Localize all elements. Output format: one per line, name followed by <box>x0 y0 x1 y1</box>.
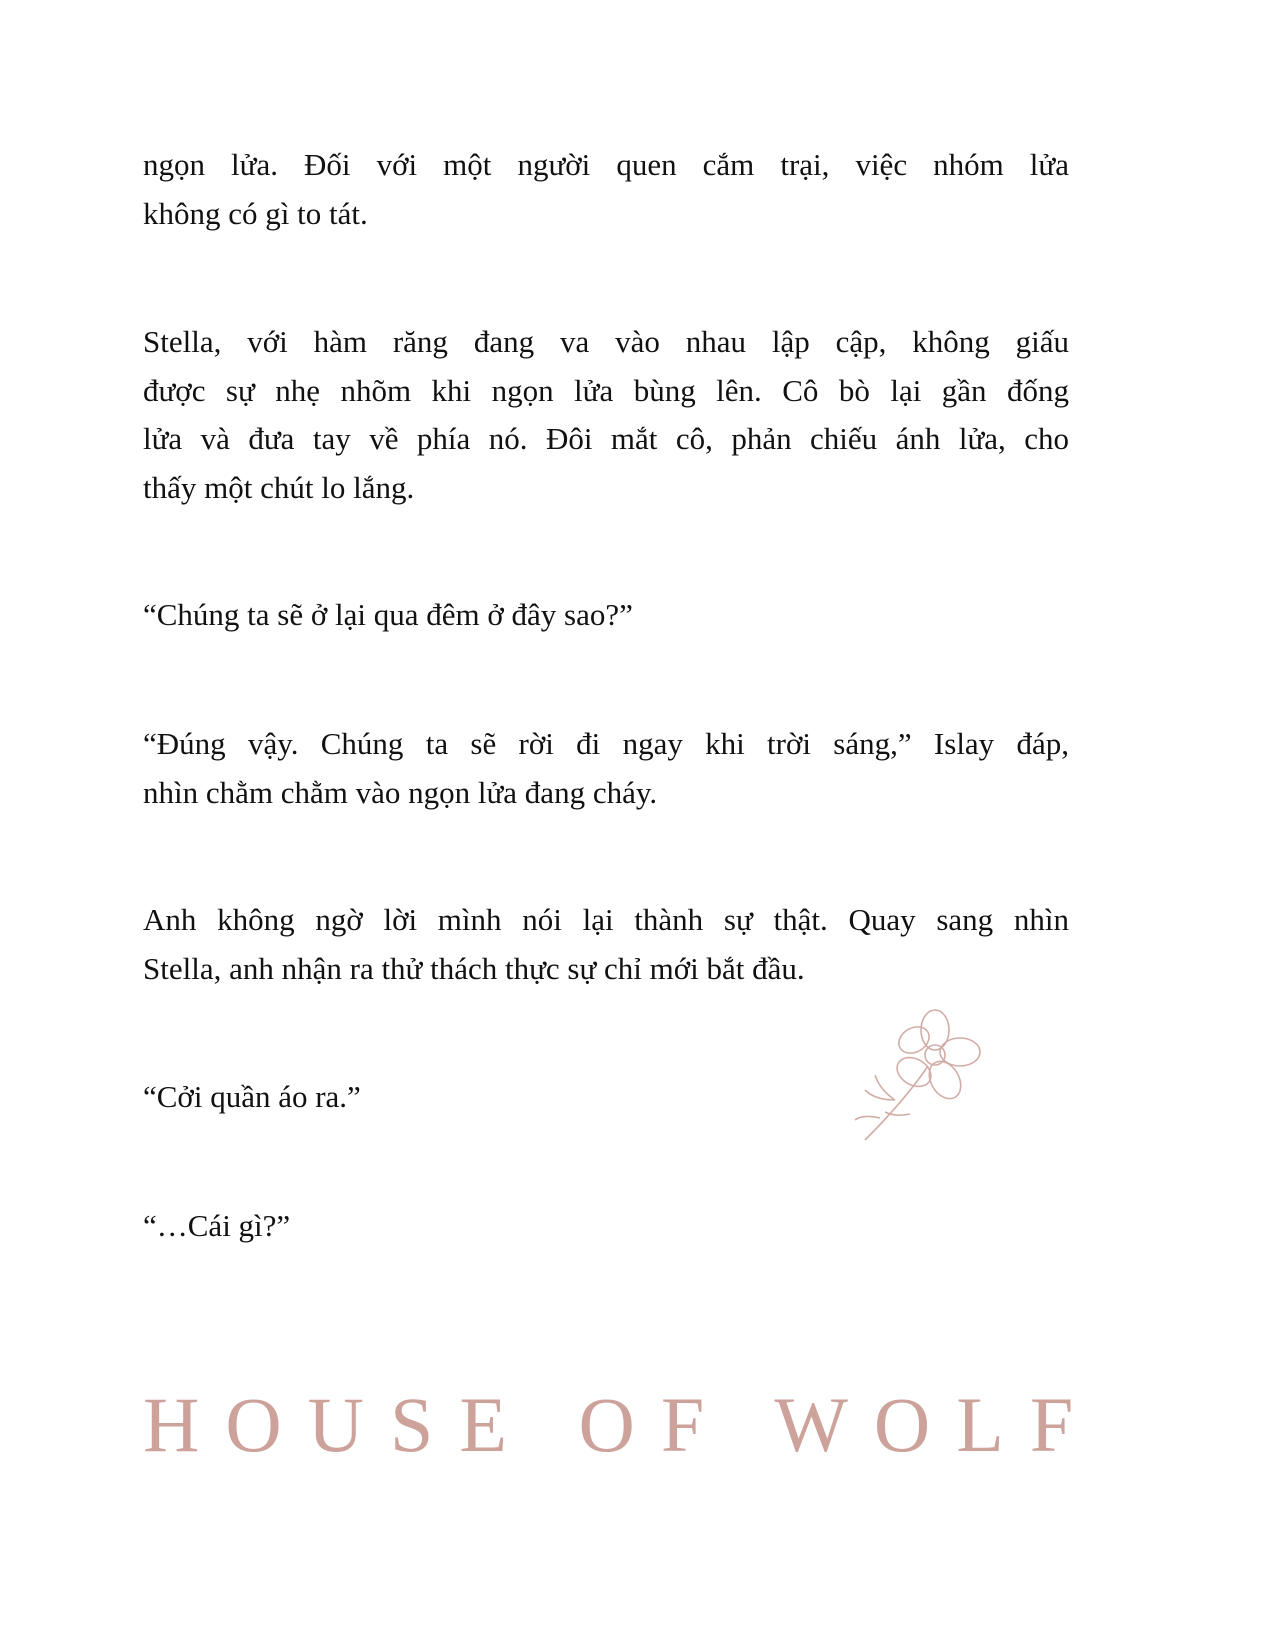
text-line: “…Cái gì?” <box>143 1208 291 1243</box>
text-line: được sự nhẹ nhõm khi ngọn lửa bùng lên. Cô bò lại gần đống <box>143 372 1069 408</box>
paragraph-3 <box>143 591 1069 640</box>
flower-watermark-icon <box>850 1000 990 1150</box>
text-line: Anh không ngờ lời mình nói lại thành sự thật. Quay sang nhìn <box>143 902 1069 937</box>
text-line: “Chúng ta sẽ ở lại qua đêm ở đây sao?” <box>143 597 633 632</box>
text-line: “Cởi quần áo ra.” <box>143 1079 361 1114</box>
watermark-text: HOUSE OF WOLF <box>143 1381 1100 1468</box>
text-line: thấy một chút lo lắng. <box>143 469 415 505</box>
paragraph-2 <box>143 318 1069 512</box>
paragraph-7 <box>143 1202 1069 1251</box>
text-line: lửa và đưa tay về phía nó. Đôi mắt cô, phản chiếu ánh lửa, cho <box>143 421 1069 456</box>
text-line: ngọn lửa. Đối với một người quen cắm trại, việc nhóm lửa <box>143 147 1069 182</box>
text-line: “Đúng vậy. Chúng ta sẽ rời đi ngay khi trời sáng,” Islay đáp, <box>143 726 1069 761</box>
text-line: Stella, anh nhận ra thử thách thực sự chỉ mới bắt đầu. <box>143 950 805 986</box>
paragraph-1 <box>143 141 1069 238</box>
paragraph-5 <box>143 896 1069 993</box>
paragraph-4 <box>143 720 1069 817</box>
text-line: Stella, với hàm răng đang va vào nhau lập cập, không giấu <box>143 324 1069 359</box>
text-line: nhìn chằm chằm vào ngọn lửa đang cháy. <box>143 774 658 810</box>
text-line: không có gì to tát. <box>143 195 368 231</box>
